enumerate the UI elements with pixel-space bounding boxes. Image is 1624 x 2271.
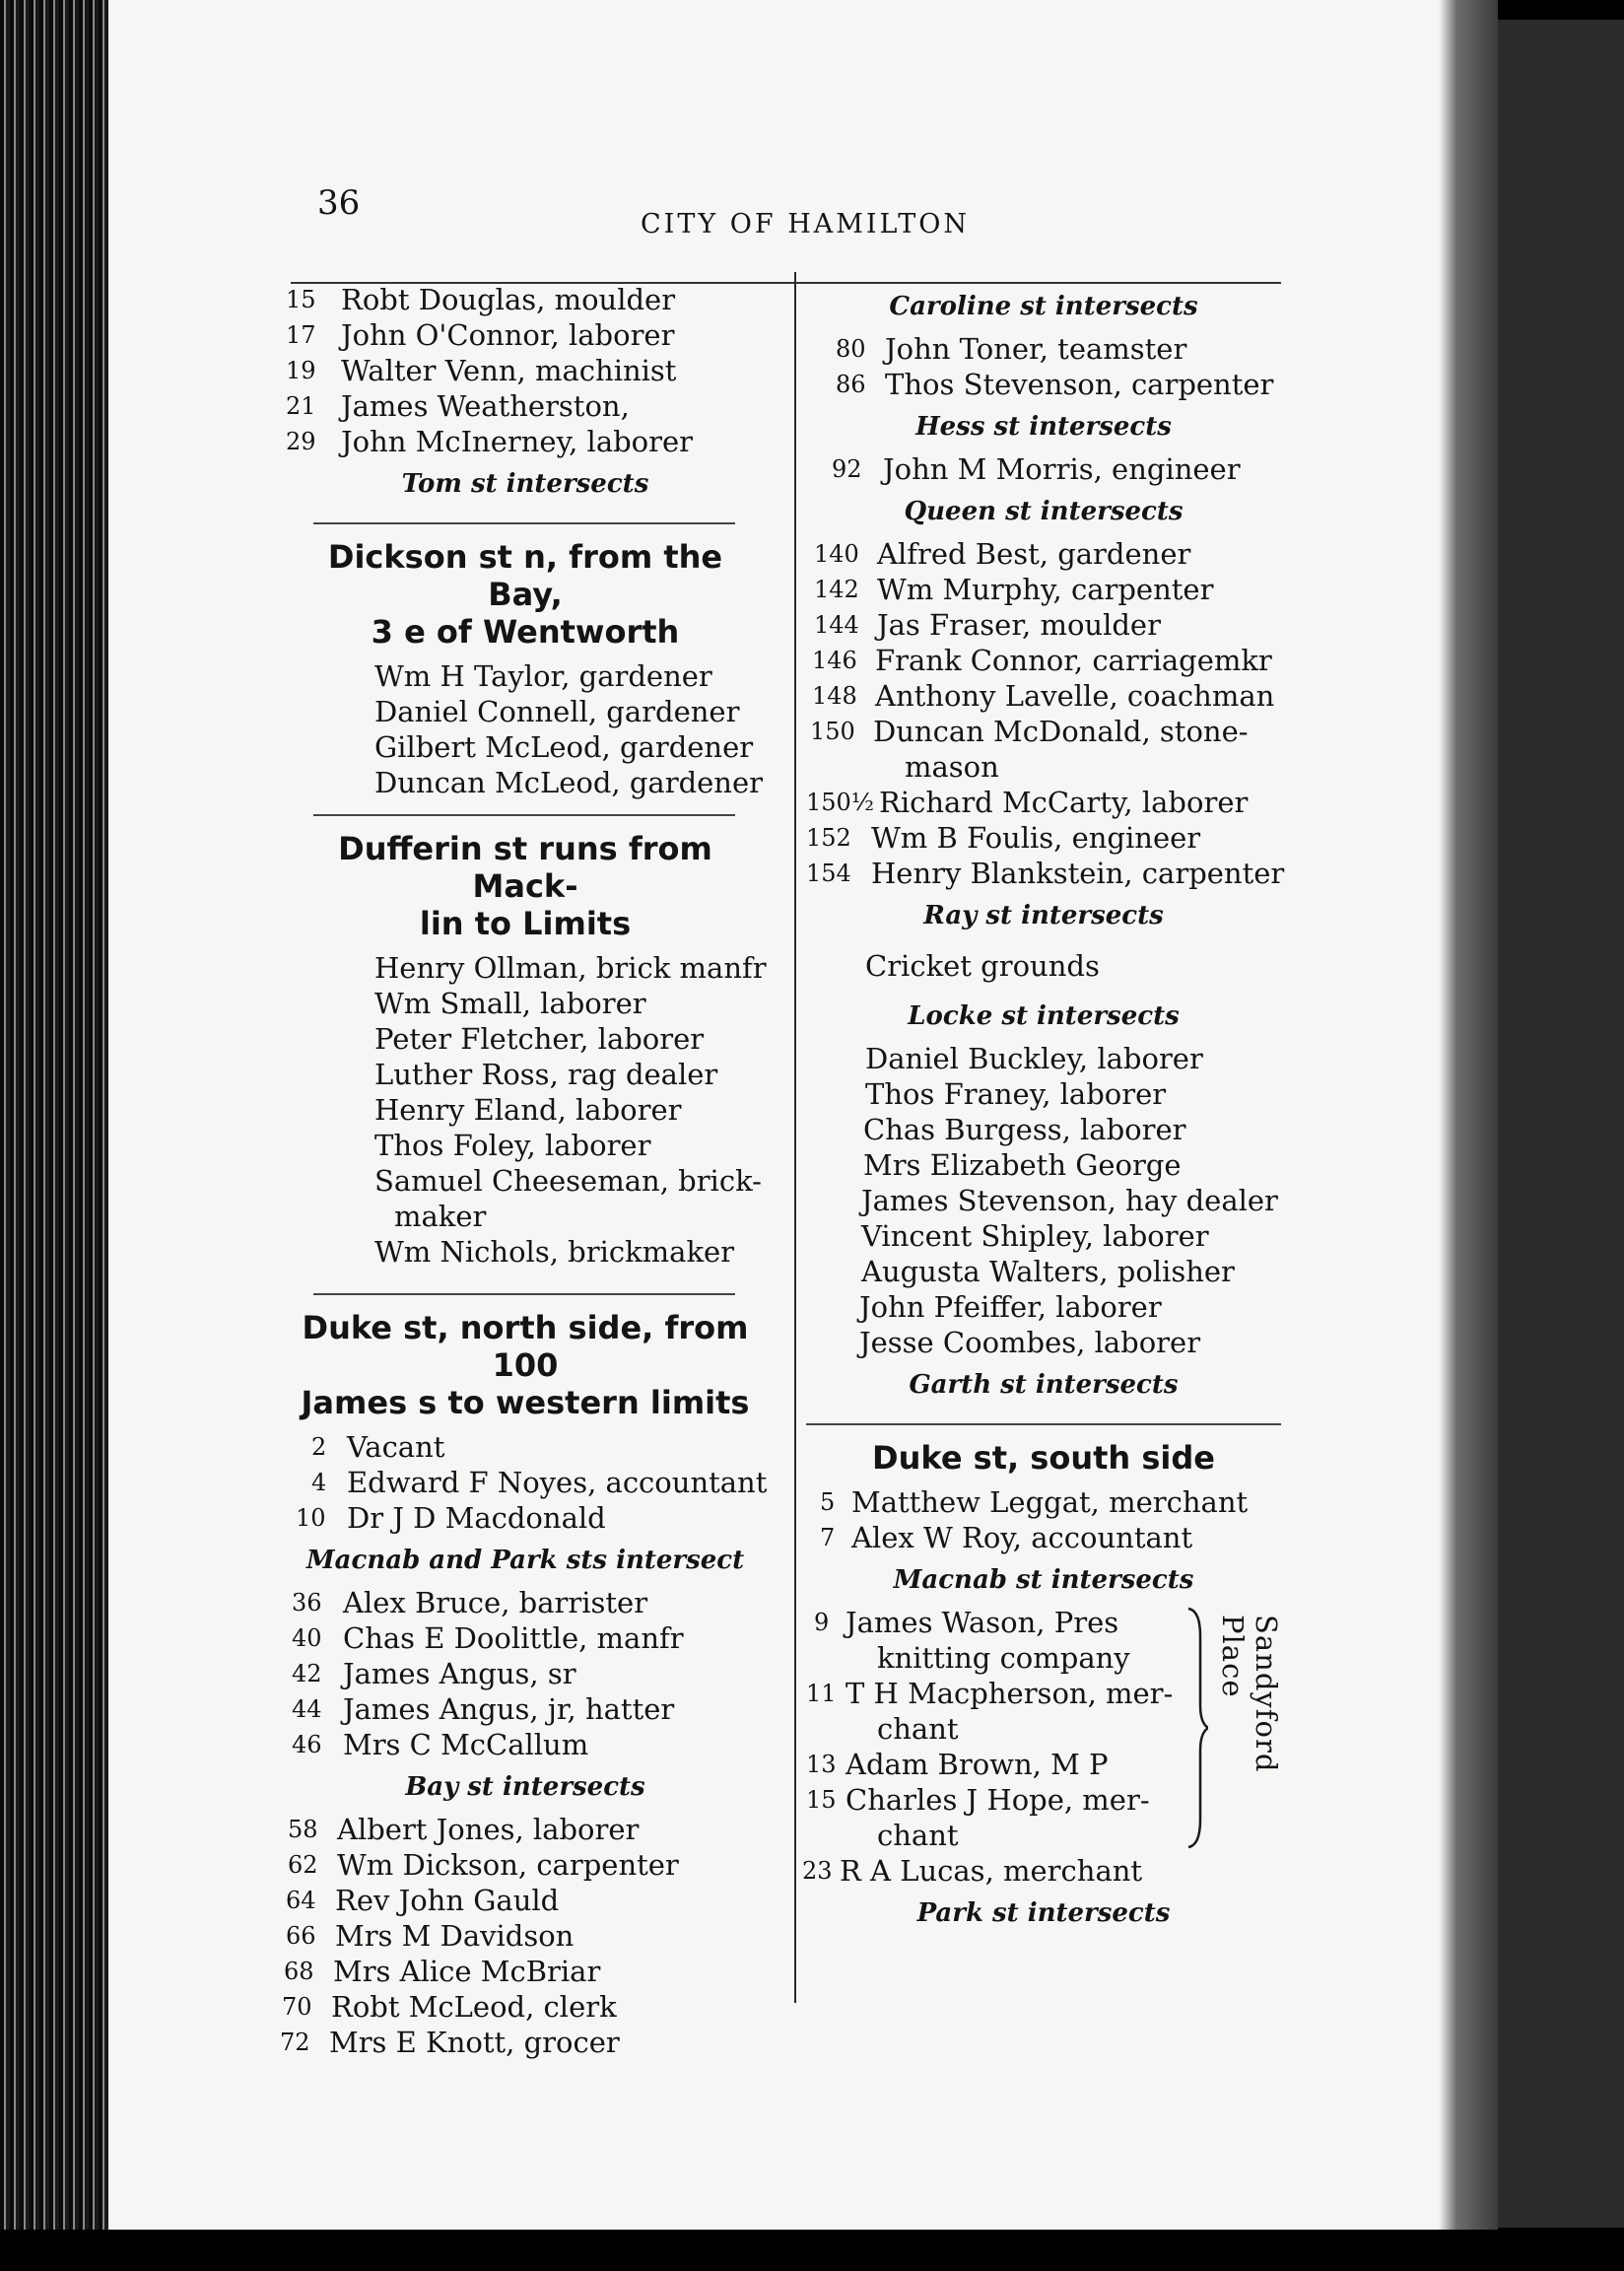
list-item (286, 1847, 765, 1883)
list-item (286, 1585, 765, 1620)
resident-entry: Robt McLeod, clerk (331, 1990, 617, 2024)
facing-page-edge (1498, 20, 1624, 2228)
list-item (806, 1484, 1281, 1520)
resident-entry: Thos Foley, laborer (374, 1129, 651, 1162)
left-column (280, 282, 768, 2060)
resident-entry: T H Macpherson, mer- (846, 1677, 1174, 1710)
book-binding-edge (0, 0, 108, 2271)
section-divider (313, 1293, 735, 1295)
resident-entry: Wm B Foulis, engineer (871, 821, 1201, 855)
list-item (286, 950, 765, 986)
list-item (806, 678, 1281, 714)
intersection-note: Macnab and Park sts intersect (305, 1546, 745, 1575)
list-item-continuation (806, 1711, 1281, 1747)
intersection-note: Garth st intersects (909, 1370, 1179, 1400)
list-item (282, 1989, 765, 2025)
resident-entry: James Wason, Pres (846, 1606, 1119, 1639)
list-item (806, 451, 1281, 487)
right-column (802, 282, 1285, 1938)
house-number: 70 (282, 1993, 312, 2021)
intersection-note: Locke st intersects (908, 1001, 1180, 1031)
house-number: 40 (292, 1624, 322, 1652)
list-item-continuation (806, 1640, 1281, 1676)
list-item (286, 424, 765, 459)
house-number: 21 (286, 392, 316, 420)
list-item (286, 694, 765, 729)
list-item-continuation (806, 749, 1281, 785)
street-heading (286, 1309, 765, 1421)
resident-entry: Luther Ross, rag dealer (374, 1058, 718, 1091)
sandyford-place-label: Sandyford Place (1216, 1615, 1283, 1773)
list-item (286, 1163, 765, 1199)
list-item-continuation (286, 1199, 765, 1234)
resident-entry: Jesse Coombes, laborer (859, 1326, 1201, 1359)
list-item (280, 2025, 765, 2060)
list-item (286, 353, 765, 388)
house-number: 29 (286, 428, 316, 455)
list-item (806, 367, 1281, 402)
house-number: 64 (286, 1887, 316, 1914)
scan-border (0, 2230, 1624, 2271)
resident-entry: Vincent Shipley, laborer (861, 1219, 1209, 1253)
street-heading-line: Dickson st n, from the Bay, (327, 538, 723, 613)
list-item (286, 729, 765, 765)
house-number: 86 (836, 371, 866, 398)
list-item (802, 1853, 1281, 1889)
resident-entry: Rev John Gauld (335, 1884, 560, 1917)
list-item (286, 1057, 765, 1092)
list-item (286, 658, 765, 694)
resident-entry: Mrs Elizabeth George (863, 1148, 1182, 1182)
list-item (286, 1812, 765, 1847)
list-item (806, 1041, 1281, 1076)
resident-entry: maker (394, 1200, 487, 1233)
house-number: 66 (286, 1922, 316, 1950)
resident-entry: Chas E Doolittle, manfr (343, 1621, 684, 1655)
resident-entry: Edward F Noyes, accountant (347, 1466, 768, 1499)
resident-entry: Alex W Roy, accountant (851, 1521, 1193, 1554)
list-item (806, 1147, 1281, 1183)
page-number: 36 (317, 183, 361, 223)
intersection-note: Macnab st intersects (893, 1565, 1194, 1595)
resident-entry: Wm Nichols, brickmaker (374, 1235, 735, 1269)
house-number: 42 (292, 1660, 322, 1687)
house-number: 148 (812, 682, 857, 710)
list-item (806, 643, 1281, 678)
house-number: 9 (814, 1609, 830, 1636)
list-item-continuation (806, 1818, 1281, 1853)
house-number: 144 (814, 611, 859, 639)
resident-entry: knitting company (877, 1641, 1130, 1675)
resident-entry: Mrs M Davidson (335, 1919, 575, 1953)
house-number: 17 (286, 321, 316, 349)
house-number: 19 (286, 357, 316, 384)
house-number: 46 (292, 1731, 322, 1758)
resident-entry: John O'Connor, laborer (341, 318, 675, 352)
list-item (286, 1021, 765, 1057)
list-item (286, 1429, 765, 1465)
list-item (806, 1218, 1281, 1254)
street-heading-line: Duke st, north side, from 100 (302, 1309, 749, 1384)
resident-entry: Wm H Taylor, gardener (374, 659, 712, 693)
resident-entry: Gilbert McLeod, gardener (374, 730, 754, 764)
resident-entry: Dr J D Macdonald (347, 1501, 606, 1535)
resident-entry: Matthew Leggat, merchant (851, 1485, 1249, 1519)
street-heading-line: Dufferin st runs from Mack- (338, 830, 712, 905)
street-heading (286, 830, 765, 942)
house-number: 15 (806, 1786, 837, 1814)
list-item (806, 856, 1285, 891)
resident-entry: John Pfeiffer, laborer (859, 1290, 1162, 1324)
resident-entry: Mrs Alice McBriar (333, 1955, 601, 1988)
list-item (806, 1605, 1281, 1640)
resident-entry: Henry Eland, laborer (374, 1093, 682, 1127)
list-item (806, 1782, 1281, 1818)
resident-entry: Alfred Best, gardener (877, 537, 1191, 571)
house-number: 4 (311, 1469, 327, 1496)
resident-entry: Alex Bruce, barrister (343, 1586, 648, 1619)
list-item (286, 1234, 765, 1270)
list-item (286, 1954, 765, 1989)
street-heading-line: 3 e of Wentworth (371, 613, 680, 651)
list-item (286, 1656, 765, 1691)
list-item (806, 536, 1281, 572)
resident-entry: Richard McCarty, laborer (879, 786, 1249, 819)
intersection-note: Hess st intersects (915, 412, 1172, 442)
resident-entry: Wm Murphy, carpenter (877, 573, 1214, 606)
street-heading (286, 538, 765, 651)
section-divider (313, 814, 735, 816)
list-item (806, 1289, 1281, 1325)
house-number: 146 (812, 647, 857, 674)
house-number: 142 (814, 576, 859, 603)
house-number: 92 (832, 455, 862, 483)
list-item (286, 282, 765, 317)
list-item (286, 1465, 768, 1500)
resident-entry: Samuel Cheeseman, brick- (374, 1164, 762, 1198)
intersection-note: Ray st intersects (923, 901, 1164, 930)
list-item (286, 1727, 765, 1762)
list-item (286, 765, 765, 800)
resident-entry: Duncan McDonald, stone- (873, 715, 1249, 748)
street-heading-line: lin to Limits (419, 905, 632, 942)
list-item (286, 1883, 765, 1918)
house-number: 11 (806, 1680, 837, 1707)
street-heading: Duke st, south side (872, 1439, 1215, 1477)
house-number: 13 (806, 1751, 837, 1778)
house-number: 72 (280, 2029, 310, 2056)
resident-entry: Charles J Hope, mer- (846, 1783, 1150, 1817)
resident-entry: Walter Venn, machinist (341, 354, 677, 387)
resident-entry: Anthony Lavelle, coachman (875, 679, 1275, 713)
resident-entry: Adam Brown, M P (846, 1748, 1109, 1781)
resident-entry: Thos Stevenson, carpenter (885, 368, 1274, 401)
list-item (286, 317, 765, 353)
list-item (286, 1918, 765, 1954)
resident-entry: chant (877, 1819, 959, 1852)
list-item (286, 1620, 765, 1656)
page-gutter-shadow (1439, 0, 1498, 2230)
house-number: 5 (820, 1488, 836, 1516)
intersection-note: Caroline st intersects (889, 292, 1198, 321)
list-item (806, 1076, 1281, 1112)
resident-entry: Vacant (347, 1430, 445, 1464)
house-number: 150 (810, 718, 855, 745)
resident-entry: Augusta Walters, polisher (861, 1255, 1235, 1288)
list-item (286, 1092, 765, 1128)
resident-entry: Duncan McLeod, gardener (374, 766, 763, 799)
resident-entry: Daniel Connell, gardener (374, 695, 740, 728)
house-number: 36 (292, 1589, 322, 1617)
house-number: 7 (820, 1524, 836, 1551)
resident-entry: John Toner, teamster (885, 332, 1187, 366)
list-item (806, 1676, 1281, 1711)
list-item (806, 1183, 1281, 1218)
section-divider (806, 1423, 1281, 1425)
house-number: 68 (284, 1958, 314, 1985)
list-item (806, 1520, 1281, 1555)
resident-entry: Frank Connor, carriagemkr (875, 644, 1272, 677)
house-number: 10 (296, 1504, 326, 1532)
section-divider (313, 522, 735, 524)
house-number: 58 (288, 1816, 318, 1843)
list-item (806, 1747, 1281, 1782)
intersection-note: Park st intersects (916, 1898, 1171, 1928)
list-item (286, 1500, 765, 1536)
list-item (806, 714, 1281, 749)
resident-entry: Henry Ollman, brick manfr (374, 951, 767, 985)
sandyford-place-group (806, 1605, 1281, 1853)
house-number: 15 (286, 286, 316, 313)
list-item (286, 388, 765, 424)
list-item (806, 1112, 1281, 1147)
street-heading-line: James s to western limits (301, 1384, 750, 1421)
resident-entry: James Stevenson, hay dealer (861, 1184, 1278, 1217)
resident-entry: Peter Fletcher, laborer (374, 1022, 705, 1056)
street-listing (286, 282, 765, 459)
resident-entry: mason (905, 750, 999, 784)
list-item (806, 785, 1281, 820)
list-item (286, 1128, 765, 1163)
list-item (806, 1254, 1281, 1289)
house-number: 44 (292, 1695, 322, 1723)
resident-entry: Chas Burgess, laborer (863, 1113, 1186, 1146)
house-number: 23 (802, 1857, 833, 1885)
resident-entry: Mrs E Knott, grocer (329, 2026, 620, 2059)
house-number: 140 (814, 540, 859, 568)
resident-entry: Jas Fraser, moulder (877, 608, 1161, 642)
running-head: CITY OF HAMILTON (641, 209, 971, 240)
list-item (286, 1691, 765, 1727)
intersection-note: Queen st intersects (904, 497, 1184, 526)
resident-entry: James Angus, sr (343, 1657, 576, 1690)
resident-entry: James Weatherston, (341, 389, 630, 423)
list-item (806, 331, 1281, 367)
resident-entry: John McInerney, laborer (341, 425, 694, 458)
resident-entry: Henry Blankstein, carpenter (871, 857, 1285, 890)
curly-brace (1186, 1607, 1208, 1849)
list-item (806, 572, 1281, 607)
house-number: 80 (836, 335, 866, 363)
resident-entry: R A Lucas, merchant (840, 1854, 1143, 1888)
resident-entry: Robt Douglas, moulder (341, 283, 676, 316)
intersection-note: Tom st intersects (401, 469, 649, 499)
list-item (806, 1325, 1281, 1360)
resident-entry: Mrs C McCallum (343, 1728, 589, 1761)
resident-entry: Albert Jones, laborer (337, 1813, 640, 1846)
house-number: 2 (311, 1433, 327, 1461)
cricket-grounds-label: Cricket grounds (865, 949, 1100, 983)
house-number: 150½ (806, 789, 875, 816)
resident-entry: Daniel Buckley, laborer (865, 1042, 1203, 1075)
house-number: 154 (806, 860, 851, 887)
resident-entry: Wm Dickson, carpenter (337, 1848, 679, 1882)
house-number: 62 (288, 1851, 318, 1879)
intersection-note: Bay st intersects (405, 1772, 645, 1802)
list-item (806, 607, 1281, 643)
resident-entry: chant (877, 1712, 959, 1746)
resident-entry: John M Morris, engineer (883, 452, 1241, 486)
resident-entry: Wm Small, laborer (374, 987, 646, 1020)
list-item (286, 986, 765, 1021)
column-divider (794, 272, 796, 2003)
house-number: 152 (806, 824, 851, 852)
resident-entry: Thos Franey, laborer (865, 1077, 1167, 1111)
list-item (806, 820, 1281, 856)
resident-entry: James Angus, jr, hatter (343, 1692, 675, 1726)
